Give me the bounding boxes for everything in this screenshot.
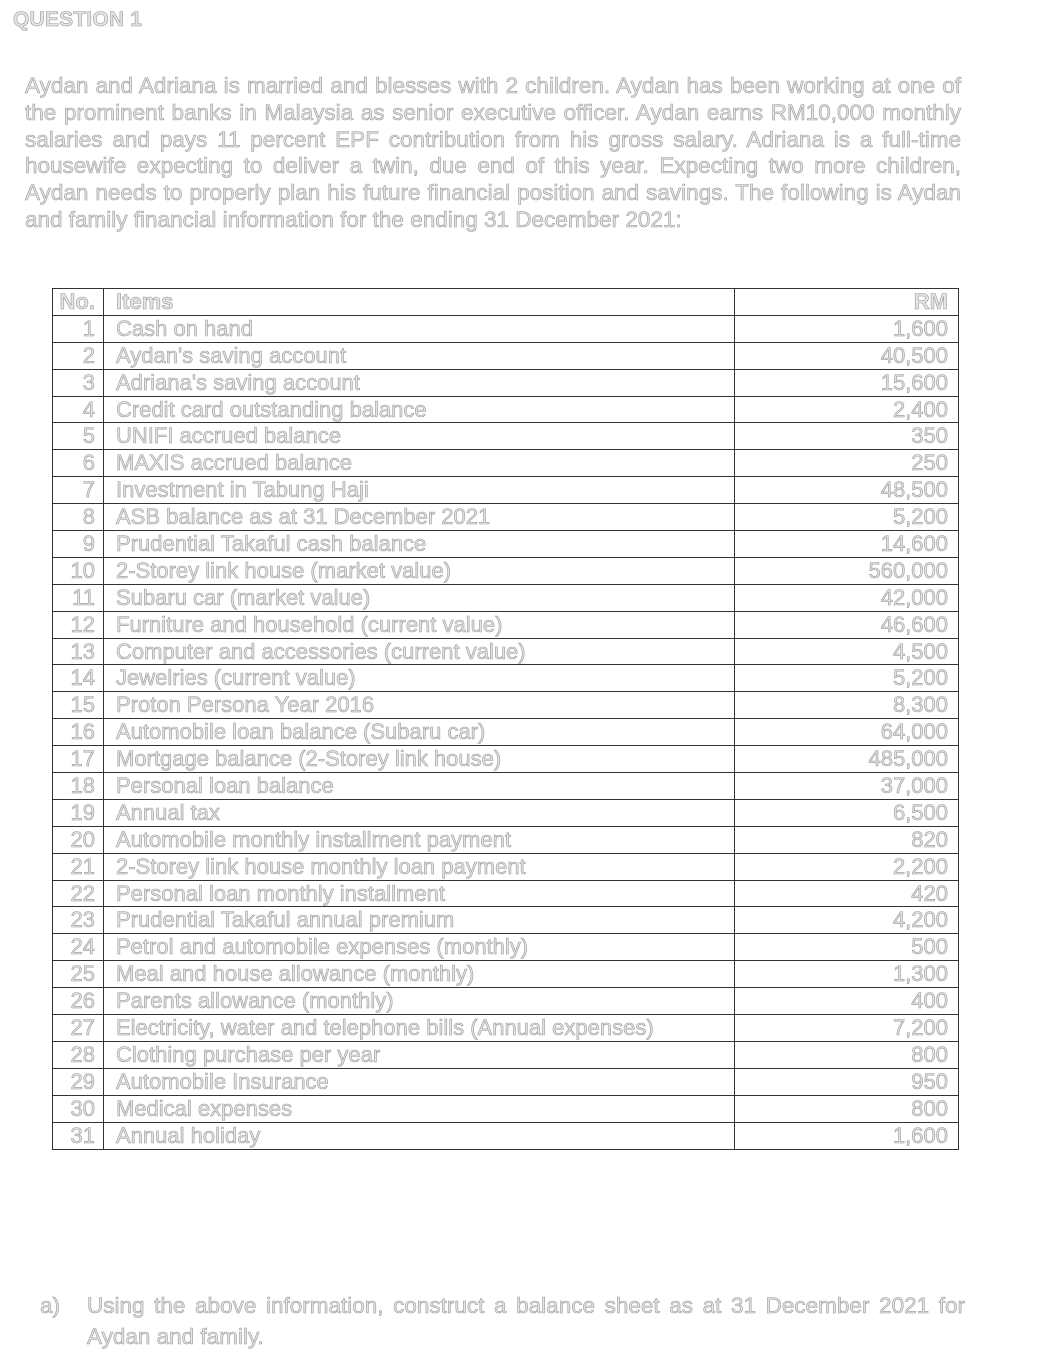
row-amount: 4,500	[735, 638, 959, 665]
row-item: Medical expenses	[104, 1095, 735, 1122]
row-item: Furniture and household (current value)	[104, 611, 735, 638]
row-amount: 48,500	[735, 477, 959, 504]
row-number: 5	[53, 423, 104, 450]
question-a-text: Using the above information, construct a balance sheet as at 31 December 2021 for Aydan and family.	[87, 1293, 965, 1349]
row-amount: 560,000	[735, 557, 959, 584]
question-a	[40, 1290, 965, 1352]
row-item: Automobile Insurance	[104, 1068, 735, 1095]
row-number: 10	[53, 557, 104, 584]
table-row	[53, 1041, 959, 1068]
row-amount: 46,600	[735, 611, 959, 638]
question-heading: QUESTION 1	[13, 8, 143, 31]
row-item: 2-Storey link house monthly loan payment	[104, 853, 735, 880]
row-amount: 5,200	[735, 665, 959, 692]
table-row	[53, 369, 959, 396]
row-amount: 64,000	[735, 719, 959, 746]
intro-paragraph: Aydan and Adriana is married and blesses with 2 children. Aydan has been working at one of the prominent banks in Malaysia as senior executive officer. Aydan earns RM10,000 monthly salaries and pays 11 percent EPF contribution from his gross salary. Adriana is a full-time housewife expecting to deliver a twin, due end of this year. Expecting two more children, Aydan needs to properly plan his future financial position and savings. The following is Aydan and family financial information for the ending 31 December 2021:	[25, 73, 961, 232]
header-rm: RM	[735, 289, 959, 316]
table-row	[53, 342, 959, 369]
row-item: Personal loan monthly installment	[104, 880, 735, 907]
row-number: 15	[53, 692, 104, 719]
row-item: Computer and accessories (current value)	[104, 638, 735, 665]
row-amount: 37,000	[735, 773, 959, 800]
table-row	[53, 961, 959, 988]
row-item: Mortgage balance (2-Storey link house)	[104, 746, 735, 773]
table-row	[53, 934, 959, 961]
table-row	[53, 396, 959, 423]
row-number: 24	[53, 934, 104, 961]
row-item: Prudential Takaful annual premium	[104, 907, 735, 934]
table-row	[53, 719, 959, 746]
row-item: Aydan's saving account	[104, 342, 735, 369]
row-item: Automobile monthly installment payment	[104, 826, 735, 853]
table-row	[53, 665, 959, 692]
row-number: 22	[53, 880, 104, 907]
row-item: Jewelries (current value)	[104, 665, 735, 692]
row-item: Meal and house allowance (monthly)	[104, 961, 735, 988]
header-no: No.	[53, 289, 104, 316]
table-row	[53, 907, 959, 934]
row-item: 2-Storey link house (market value)	[104, 557, 735, 584]
row-amount: 400	[735, 988, 959, 1015]
row-amount: 42,000	[735, 584, 959, 611]
row-number: 6	[53, 450, 104, 477]
row-number: 18	[53, 773, 104, 800]
row-amount: 1,600	[735, 315, 959, 342]
row-amount: 5,200	[735, 504, 959, 531]
table-row	[53, 880, 959, 907]
table-row	[53, 988, 959, 1015]
table-row	[53, 584, 959, 611]
row-item: Cash on hand	[104, 315, 735, 342]
row-amount: 14,600	[735, 531, 959, 558]
row-amount: 500	[735, 934, 959, 961]
row-item: ASB balance as at 31 December 2021	[104, 504, 735, 531]
row-number: 2	[53, 342, 104, 369]
table-header-row	[53, 289, 959, 316]
row-amount: 40,500	[735, 342, 959, 369]
row-amount: 800	[735, 1095, 959, 1122]
row-amount: 2,200	[735, 853, 959, 880]
table-body	[53, 315, 959, 1149]
row-number: 20	[53, 826, 104, 853]
row-number: 16	[53, 719, 104, 746]
row-amount: 350	[735, 423, 959, 450]
row-number: 21	[53, 853, 104, 880]
table-row	[53, 1095, 959, 1122]
row-number: 17	[53, 746, 104, 773]
table-row	[53, 853, 959, 880]
row-amount: 800	[735, 1041, 959, 1068]
table-row	[53, 531, 959, 558]
table-row	[53, 450, 959, 477]
table-row	[53, 638, 959, 665]
row-item: Parents allowance (monthly)	[104, 988, 735, 1015]
row-number: 23	[53, 907, 104, 934]
row-number: 26	[53, 988, 104, 1015]
question-a-label: a)	[40, 1293, 61, 1318]
row-number: 3	[53, 369, 104, 396]
row-item: Clothing purchase per year	[104, 1041, 735, 1068]
row-item: UNIFI accrued balance	[104, 423, 735, 450]
row-amount: 250	[735, 450, 959, 477]
row-amount: 820	[735, 826, 959, 853]
row-number: 25	[53, 961, 104, 988]
table-row	[53, 799, 959, 826]
table-row	[53, 504, 959, 531]
row-number: 13	[53, 638, 104, 665]
row-amount: 8,300	[735, 692, 959, 719]
row-item: Annual holiday	[104, 1122, 735, 1149]
row-number: 30	[53, 1095, 104, 1122]
row-amount: 420	[735, 880, 959, 907]
table-row	[53, 1015, 959, 1042]
header-items: Items	[104, 289, 735, 316]
table-row	[53, 773, 959, 800]
row-amount: 1,600	[735, 1122, 959, 1149]
row-amount: 15,600	[735, 369, 959, 396]
row-item: Automobile loan balance (Subaru car)	[104, 719, 735, 746]
row-item: MAXIS accrued balance	[104, 450, 735, 477]
row-number: 28	[53, 1041, 104, 1068]
table-row	[53, 692, 959, 719]
row-number: 12	[53, 611, 104, 638]
row-number: 7	[53, 477, 104, 504]
row-item: Proton Persona Year 2016	[104, 692, 735, 719]
row-item: Electricity, water and telephone bills (Annual expenses)	[104, 1015, 735, 1042]
row-amount: 2,400	[735, 396, 959, 423]
table-row	[53, 611, 959, 638]
row-number: 27	[53, 1015, 104, 1042]
table-row	[53, 315, 959, 342]
row-item: Petrol and automobile expenses (monthly)	[104, 934, 735, 961]
row-number: 11	[53, 584, 104, 611]
table-row	[53, 1068, 959, 1095]
table-row	[53, 423, 959, 450]
row-item: Investment in Tabung Haji	[104, 477, 735, 504]
row-number: 19	[53, 799, 104, 826]
row-item: Credit card outstanding balance	[104, 396, 735, 423]
row-item: Prudential Takaful cash balance	[104, 531, 735, 558]
row-number: 31	[53, 1122, 104, 1149]
row-amount: 485,000	[735, 746, 959, 773]
table-row	[53, 557, 959, 584]
row-item: Adriana's saving account	[104, 369, 735, 396]
row-amount: 4,200	[735, 907, 959, 934]
row-amount: 6,500	[735, 799, 959, 826]
row-item: Personal loan balance	[104, 773, 735, 800]
table-row	[53, 746, 959, 773]
row-amount: 1,300	[735, 961, 959, 988]
row-number: 29	[53, 1068, 104, 1095]
row-amount: 950	[735, 1068, 959, 1095]
row-number: 4	[53, 396, 104, 423]
row-number: 8	[53, 504, 104, 531]
financial-items-table	[52, 288, 959, 1150]
row-item: Subaru car (market value)	[104, 584, 735, 611]
row-amount: 7,200	[735, 1015, 959, 1042]
row-number: 1	[53, 315, 104, 342]
table-row	[53, 1122, 959, 1149]
row-number: 14	[53, 665, 104, 692]
table-row	[53, 826, 959, 853]
row-item: Annual tax	[104, 799, 735, 826]
table-row	[53, 477, 959, 504]
row-number: 9	[53, 531, 104, 558]
